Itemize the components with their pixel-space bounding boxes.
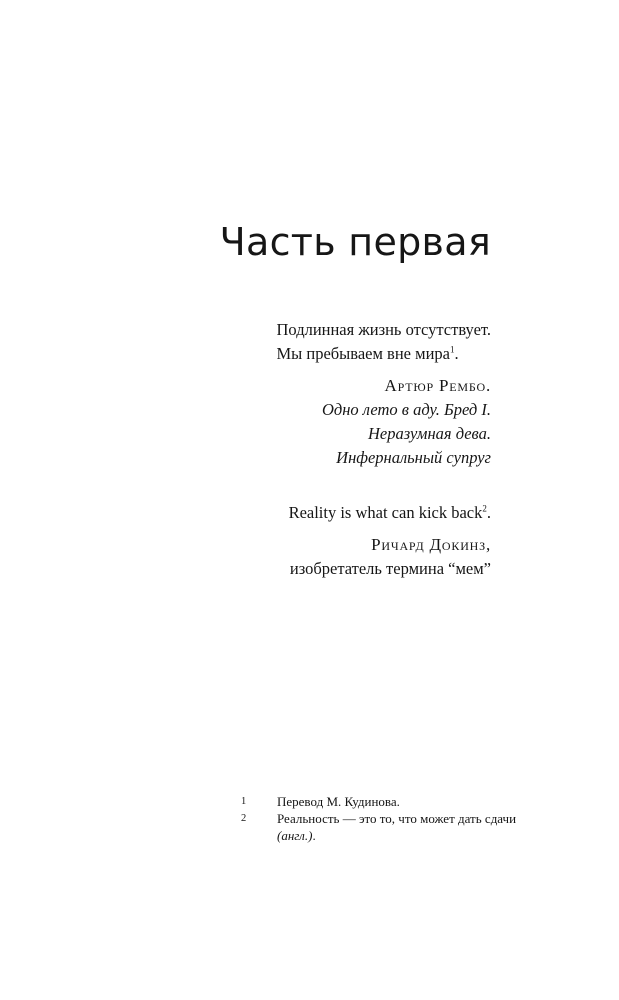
quote-line: Подлинная жизнь отсутствует. <box>276 320 491 339</box>
footnote-ref: 2 <box>482 503 487 514</box>
epigraph-rimbaud <box>277 318 492 470</box>
epigraph-source: Неразумная дева. <box>367 424 491 443</box>
quote-text: Reality is what can kick back <box>288 503 483 522</box>
footnote <box>241 793 517 810</box>
quote-line <box>277 342 492 366</box>
footnote-text: Перевод М. Кудинова. <box>277 794 400 809</box>
quote-line <box>289 501 491 525</box>
epigraph-author-desc: изобретатель термина “мем” <box>289 559 491 578</box>
epigraph-author: Артюр Рембо. <box>384 376 491 395</box>
quote-period: . <box>454 344 459 363</box>
footnote <box>241 810 517 844</box>
footnote-number: 2 <box>241 813 247 824</box>
footnote-text-italic: (англ.) <box>277 828 313 843</box>
footnotes <box>241 793 517 844</box>
footnote-text-main: Реальность — это то, что может дать сдачи <box>277 811 517 826</box>
footnote-ref: 1 <box>449 344 455 355</box>
quote-period: . <box>486 503 491 522</box>
footnote-text <box>277 810 517 844</box>
epigraph-source: Одно лето в аду. Бред I. <box>321 400 491 419</box>
epigraph-quote <box>277 318 492 366</box>
footnote-text-end: . <box>312 828 316 843</box>
epigraph-author: Ричард Докинз, <box>371 535 491 554</box>
epigraph-source: Инфернальный супруг <box>336 448 491 467</box>
epigraph-dawkins <box>289 501 491 581</box>
part-title: Часть первая <box>219 220 491 264</box>
footnote-number: 1 <box>241 796 247 807</box>
quote-text: Мы пребываем вне мира <box>276 344 450 363</box>
epigraph-quote <box>289 501 491 525</box>
